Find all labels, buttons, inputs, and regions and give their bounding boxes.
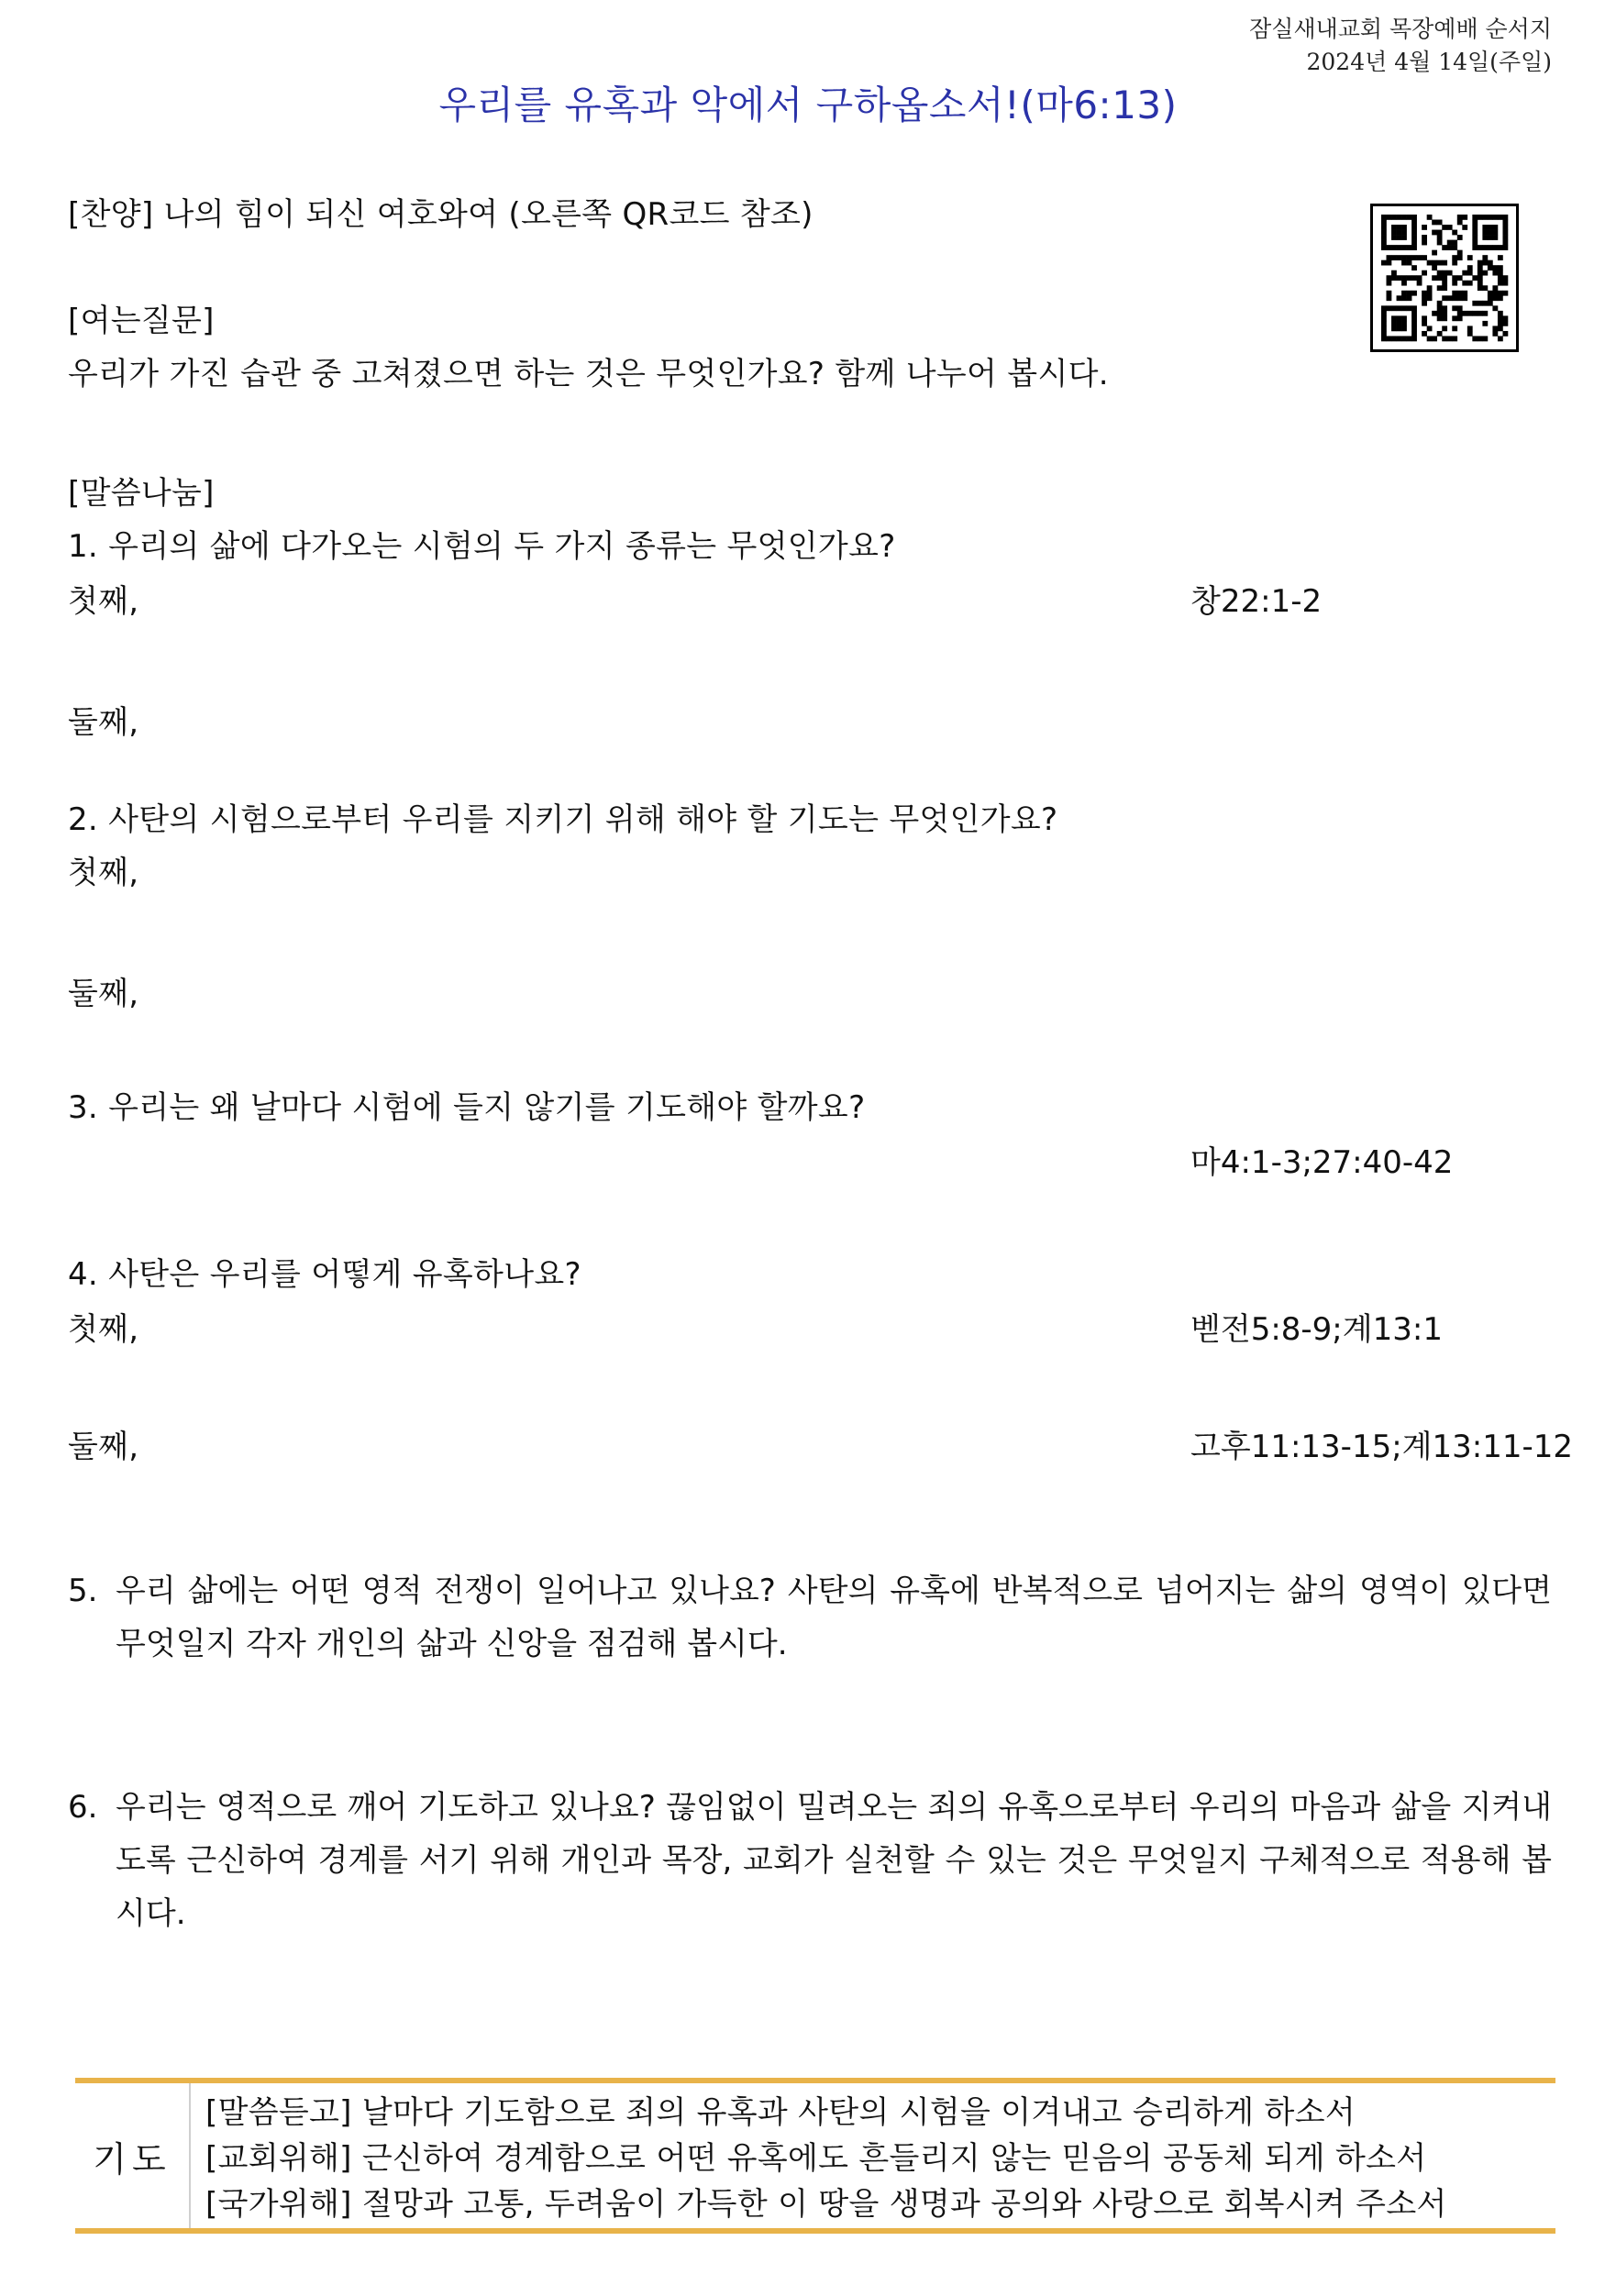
q2-second-label: 둘째, [68, 976, 139, 1012]
question-1: 1. 우리의 삶에 다가오는 시험의 두 가지 종류는 무엇인가요? [68, 528, 896, 565]
q1-first-label: 첫째, [68, 583, 139, 620]
sharing-heading: [말씀나눔] [68, 475, 215, 512]
prayer-line-word: [말씀듣고] 날마다 기도함으로 죄의 유혹과 사탄의 시험을 이겨내고 승리하게 하소서 [205, 2094, 1356, 2131]
question-5-number: 5. [68, 1573, 98, 1609]
q4-second-reference: 고후11:13-15;계13:11-12 [1190, 1429, 1574, 1465]
church-title: 잠실새내교회 목장예배 순서지 [1249, 16, 1552, 42]
question-5-text: 우리 삶에는 어떤 영적 전쟁이 일어나고 있나요? 사탄의 유혹에 반복적으로 넘어지는 삶의 영역이 있다면 무엇일지 각자 개인의 삶과 신앙을 점검해 봅시다. [116, 1573, 1552, 1662]
q4-second-label: 둘째, [68, 1429, 139, 1465]
q1-first-reference: 창22:1-2 [1190, 583, 1323, 620]
question-3: 3. 우리는 왜 날마다 시험에 들지 않기를 기도해야 할까요? [68, 1089, 866, 1126]
prayer-line-nation: [국가위해] 절망과 고통, 두려움이 가득한 이 땅을 생명과 공의와 사랑으로 회복시켜 주소서 [205, 2186, 1447, 2223]
question-4: 4. 사탄은 우리를 어떻게 유혹하나요? [68, 1256, 581, 1293]
prayer-box [75, 2078, 1555, 2234]
question-6-number: 6. [68, 1789, 98, 1826]
q2-first-label: 첫째, [68, 855, 139, 891]
question-6-text: 우리는 영적으로 깨어 기도하고 있나요? 끊임없이 밀려오는 죄의 유혹으로부터 우리의 마음과 삶을 지켜내도록 근신하여 경계를 서기 위해 개인과 목장, 교회가 실천할 수 있는 것은 무엇일지 구체적으로 적용해 봅시다. [116, 1789, 1552, 1932]
question-2: 2. 사탄의 시험으로부터 우리를 지키기 위해 해야 할 기도는 무엇인가요? [68, 801, 1058, 838]
qr-code-icon[interactable] [1370, 204, 1519, 352]
worship-date: 2024년 4월 14일(주일) [1306, 49, 1552, 75]
prayer-label: 기도 [75, 2083, 191, 2228]
q1-second-label: 둘째, [68, 704, 139, 741]
q4-first-label: 첫째, [68, 1311, 139, 1348]
question-6 [68, 1781, 1552, 1940]
q4-first-reference: 벧전5:8-9;계13:1 [1190, 1311, 1443, 1348]
prayer-line-church: [교회위해] 근신하여 경계함으로 어떤 유혹에도 흔들리지 않는 믿음의 공동체 되게 하소서 [205, 2140, 1427, 2177]
q3-reference: 마4:1-3;27:40-42 [1190, 1144, 1454, 1181]
question-5 [68, 1564, 1552, 1671]
opening-question: 우리가 가진 습관 중 고쳐졌으면 하는 것은 무엇인가요? 함께 나누어 봅시다. [68, 356, 1109, 392]
opening-heading: [여는질문] [68, 303, 215, 339]
page-title: 우리를 유혹과 악에서 구하옵소서!(마6:13) [438, 83, 1178, 127]
hymn-line: [찬양] 나의 힘이 되신 여호와여 (오른쪽 QR코드 참조) [68, 196, 814, 233]
